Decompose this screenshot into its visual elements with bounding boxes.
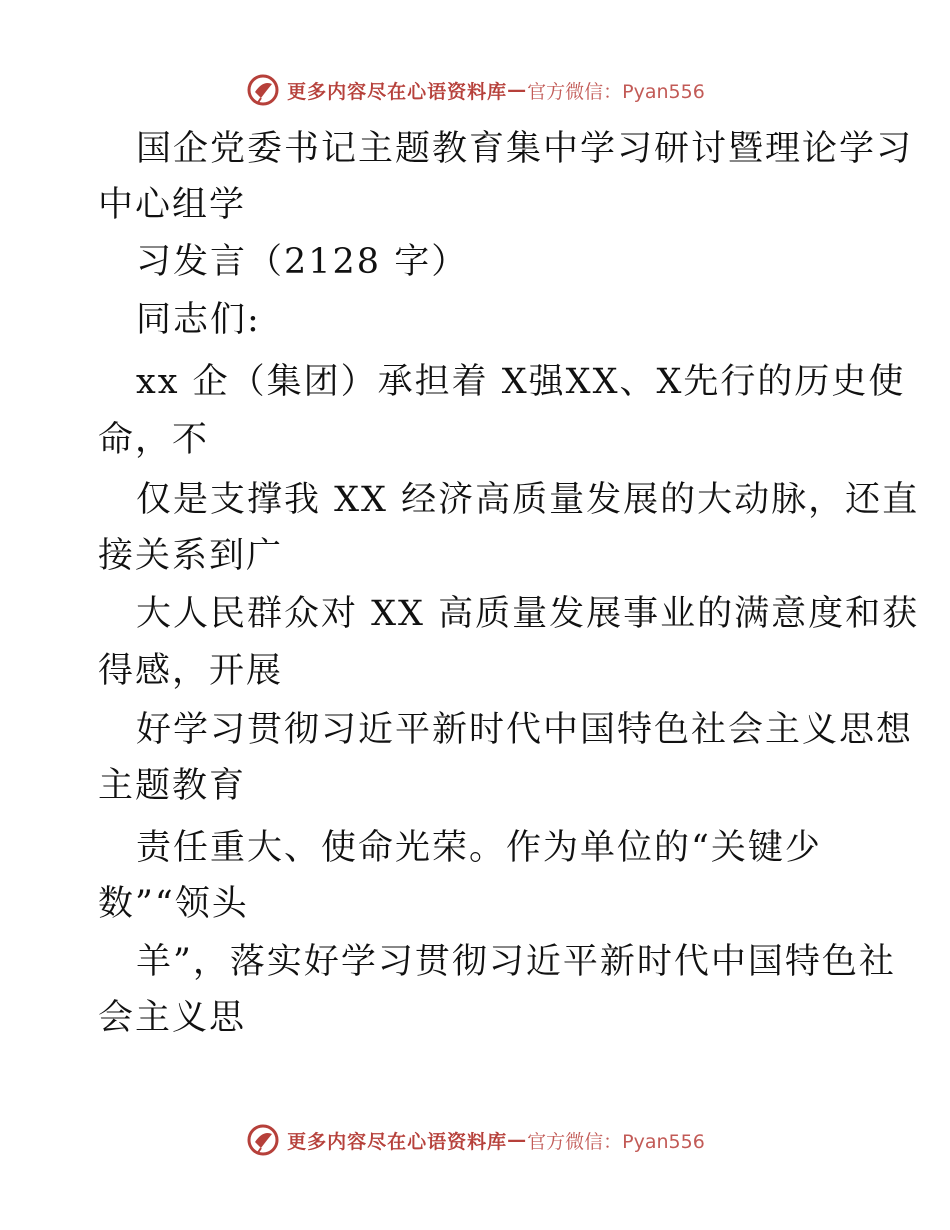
doc-line: 大人民群众对 XX 高质量发展事业的满意度和获 xyxy=(136,594,920,634)
doc-line-title-2: 中心组学 xyxy=(98,185,247,225)
doc-line: 主题教育 xyxy=(98,766,247,806)
brand-logo-icon xyxy=(245,1122,281,1158)
doc-line-title-3: 习发言（2128 字） xyxy=(136,242,469,282)
brand-name: 更多内容尽在心语资料库 xyxy=(287,80,508,103)
doc-line: 接关系到广 xyxy=(98,536,284,576)
doc-line: 得感，开展 xyxy=(98,651,284,691)
doc-line: 羊”，落实好学习贯彻习近平新时代中国特色社 xyxy=(136,942,896,982)
doc-line: 仅是支撑我 XX 经济高质量发展的大动脉，还直 xyxy=(136,480,920,520)
wechat-id: 官方微信：Pyan556 xyxy=(527,80,705,103)
doc-line: 好学习贯彻习近平新时代中国特色社会主义思想 xyxy=(136,710,914,750)
doc-line-salutation: 同志们: xyxy=(136,300,261,340)
doc-line: xx 企（集团）承担着 X强XX、X先行的历史使 xyxy=(136,362,906,402)
banner-dash: — xyxy=(507,1129,528,1151)
doc-line: 数”“领头 xyxy=(98,884,249,924)
wechat-id: 官方微信：Pyan556 xyxy=(527,1130,705,1153)
brand-name: 更多内容尽在心语资料库 xyxy=(287,1130,508,1153)
doc-line: 会主义思 xyxy=(98,998,247,1038)
footer-banner xyxy=(0,1120,950,1160)
doc-line: 命，不 xyxy=(98,420,210,460)
banner-dash: — xyxy=(507,79,528,101)
doc-line-title-1: 国企党委书记主题教育集中学习研讨暨理论学习 xyxy=(136,129,914,169)
doc-line: 责任重大、使命光荣。作为单位的“关键少 xyxy=(136,828,822,868)
